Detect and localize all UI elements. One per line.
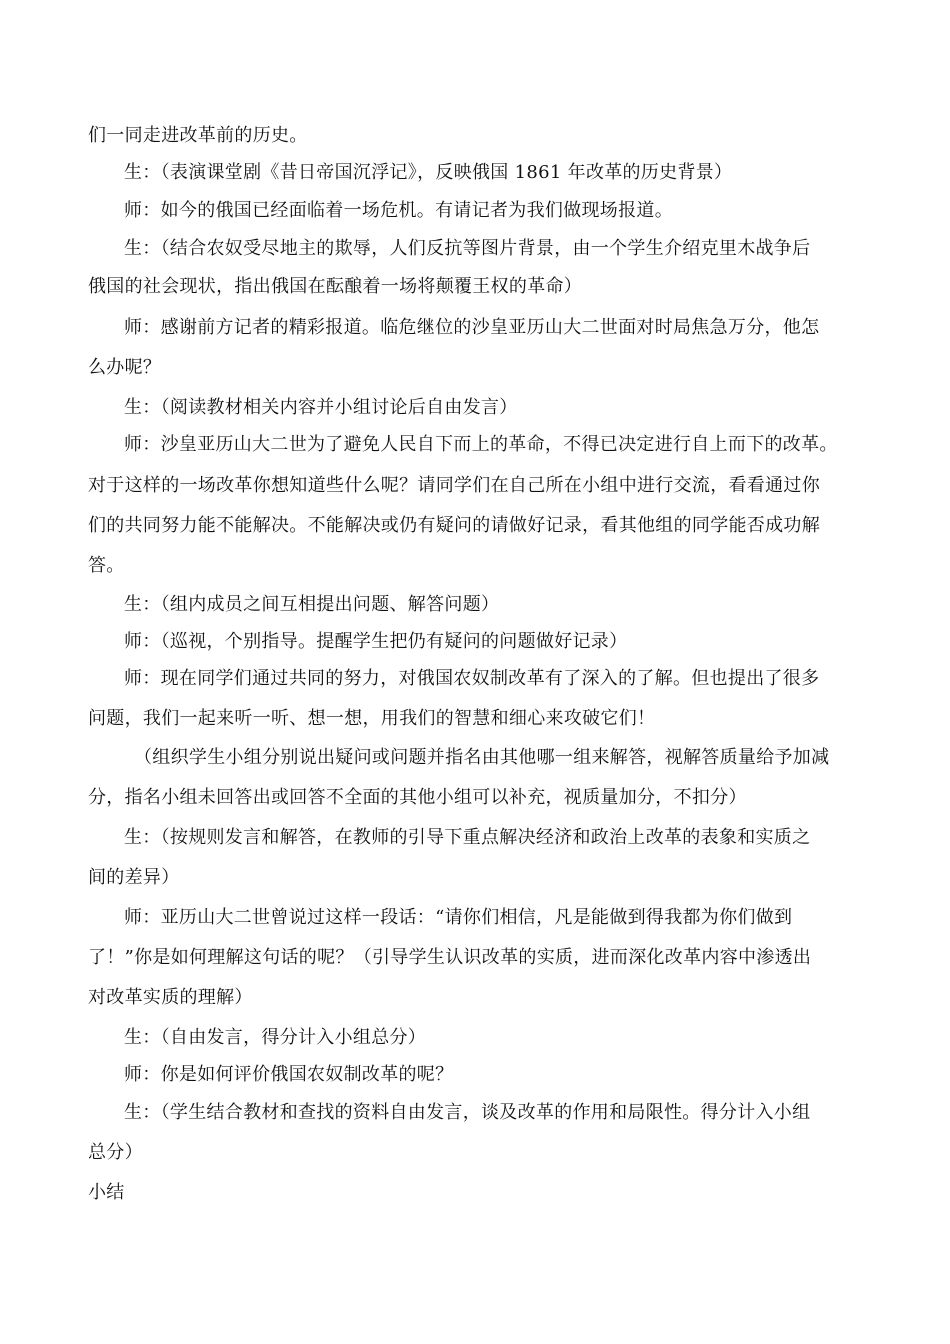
text-line: 对改革实质的理解） — [88, 987, 253, 1008]
text-line: 生：（阅读教材相关内容并小组讨论后自由发言） — [124, 397, 518, 418]
text-line: 生：（自由发言，得分计入小组总分） — [124, 1027, 427, 1048]
text-line: 俄国的社会现状，指出俄国在酝酿着一场将颠覆王权的革命） — [88, 276, 583, 297]
text-line: 总分） — [88, 1142, 143, 1163]
text-line: 们的共同努力能不能解决。不能解决或仍有疑问的请做好记录，看其他组的同学能否成功解 — [88, 515, 820, 536]
text-line: 问题，我们一起来听一听、想一想，用我们的智慧和细心来攻破它们！ — [88, 708, 656, 729]
text-line: 师：现在同学们通过共同的努力，对俄国农奴制改革有了深入的了解。但也提出了很多 — [124, 668, 820, 689]
section-heading: 小结 — [88, 1182, 125, 1203]
text-line: 师：如今的俄国已经面临着一场危机。有请记者为我们做现场报道。 — [124, 200, 673, 221]
text-line: 生：（组内成员之间互相提出问题、解答问题） — [124, 594, 500, 615]
text-line: 生：（学生结合教材和查找的资料自由发言，谈及改革的作用和局限性。得分计入小组 — [124, 1102, 811, 1123]
text-line: 分，指名小组未回答出或回答不全面的其他小组可以补充，视质量加分，不扣分） — [88, 787, 747, 808]
text-line: 们一同走进改革前的历史。 — [88, 125, 308, 146]
text-line: 对于这样的一场改革你想知道些什么呢？请同学们在自己所在小组中进行交流，看看通过你 — [88, 475, 820, 496]
text-line: 生：（结合农奴受尽地主的欺辱，人们反抗等图片背景，由一个学生介绍克里木战争后 — [124, 238, 811, 259]
text-line: 师：感谢前方记者的精彩报道。临危继位的沙皇亚历山大二世面对时局焦急万分，他怎 — [124, 317, 820, 338]
text-line: 间的差异） — [88, 867, 180, 888]
text-line: （组织学生小组分别说出疑问或问题并指名由其他哪一组来解答，视解答质量给予加减 — [134, 747, 830, 768]
text-line: 答。 — [88, 555, 125, 576]
text-line: 么办呢？ — [88, 357, 162, 378]
text-line: 了！”你是如何理解这句话的呢？（引导学生认识改革的实质，进而深化改革内容中渗透出 — [88, 947, 812, 968]
text-line: 生：（按规则发言和解答，在教师的引导下重点解决经济和政治上改革的表象和实质之 — [124, 827, 811, 848]
text-line: 师：亚历山大二世曾说过这样一段话：“请你们相信，凡是能做到得我都为你们做到 — [124, 907, 793, 928]
text-line: 师：你是如何评价俄国农奴制改革的呢？ — [124, 1064, 454, 1085]
text-line: 生：（表演课堂剧《昔日帝国沉浮记》，反映俄国 1861 年改革的历史背景） — [124, 162, 733, 183]
text-line: 师：沙皇亚历山大二世为了避免人民自下而上的革命，不得已决定进行自上而下的改革。 — [124, 434, 838, 455]
text-line: 师：（巡视，个别指导。提醒学生把仍有疑问的问题做好记录） — [124, 631, 628, 652]
